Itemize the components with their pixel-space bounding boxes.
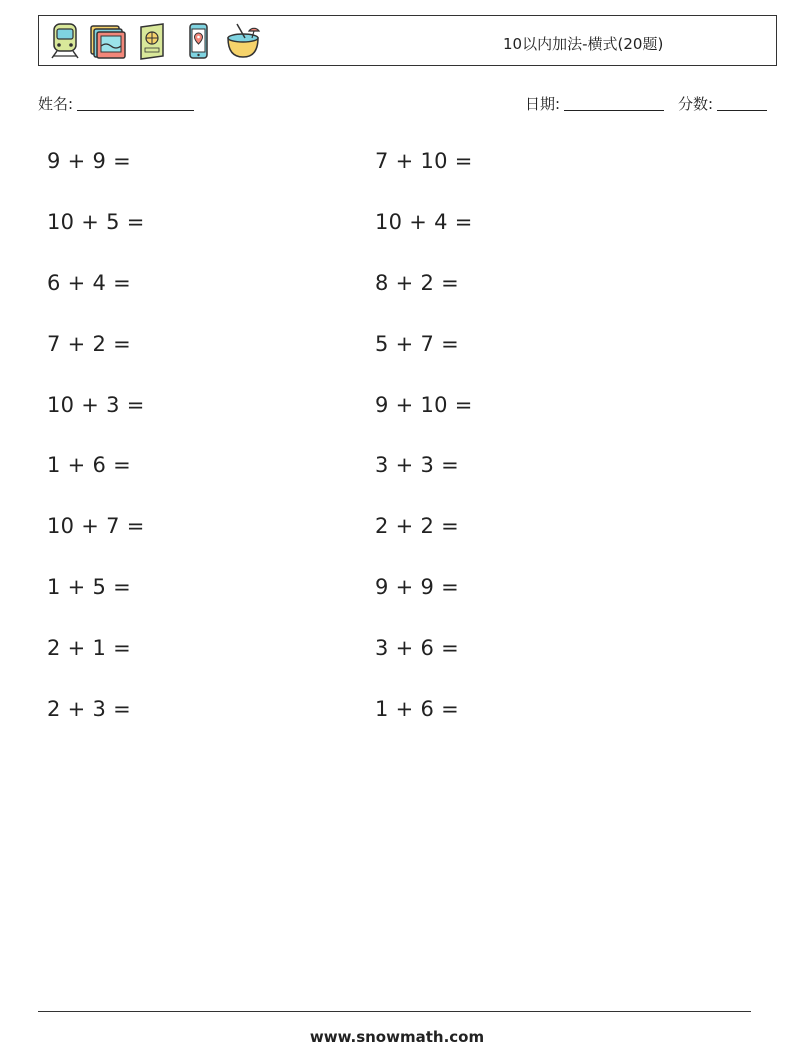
footer-url[interactable]: www.snowmath.com: [309, 1028, 485, 1046]
score-blank[interactable]: [717, 95, 767, 111]
worksheet-header: [38, 15, 777, 66]
score-field: [678, 93, 767, 114]
problem: 6 + 4 =: [47, 271, 132, 295]
footer-divider: [38, 1011, 751, 1012]
problem: 10 + 4 =: [375, 210, 473, 234]
problem: 7 + 10 =: [375, 149, 473, 173]
problem: 2 + 2 =: [375, 514, 460, 538]
passport-icon: [133, 21, 173, 61]
page-title: 10以内加法-横式(20题): [503, 35, 664, 53]
problem: 8 + 2 =: [375, 271, 460, 295]
problem: 1 + 5 =: [47, 575, 132, 599]
name-label: 姓名:: [38, 95, 74, 113]
problem: 5 + 7 =: [375, 332, 460, 356]
problem: 3 + 6 =: [375, 636, 460, 660]
problem: 10 + 5 =: [47, 210, 145, 234]
problem: 9 + 10 =: [375, 393, 473, 417]
date-label: 日期:: [525, 95, 561, 113]
score-label: 分数:: [678, 95, 714, 113]
problem: 1 + 6 =: [375, 697, 460, 721]
problem: 3 + 3 =: [375, 453, 460, 477]
problem: 7 + 2 =: [47, 332, 132, 356]
phone-location-icon: [178, 21, 218, 61]
problem: 9 + 9 =: [375, 575, 460, 599]
problem: 2 + 3 =: [47, 697, 132, 721]
problem: 9 + 9 =: [47, 149, 132, 173]
problem: 10 + 7 =: [47, 514, 145, 538]
problem: 10 + 3 =: [47, 393, 145, 417]
name-field: [38, 93, 194, 114]
coconut-drink-icon: [223, 21, 263, 61]
photo-icon: [88, 21, 128, 61]
problem: 2 + 1 =: [47, 636, 132, 660]
train-icon: [45, 21, 85, 61]
name-blank[interactable]: [77, 95, 194, 111]
problem: 1 + 6 =: [47, 453, 132, 477]
date-field: [525, 93, 664, 114]
date-blank[interactable]: [564, 95, 664, 111]
